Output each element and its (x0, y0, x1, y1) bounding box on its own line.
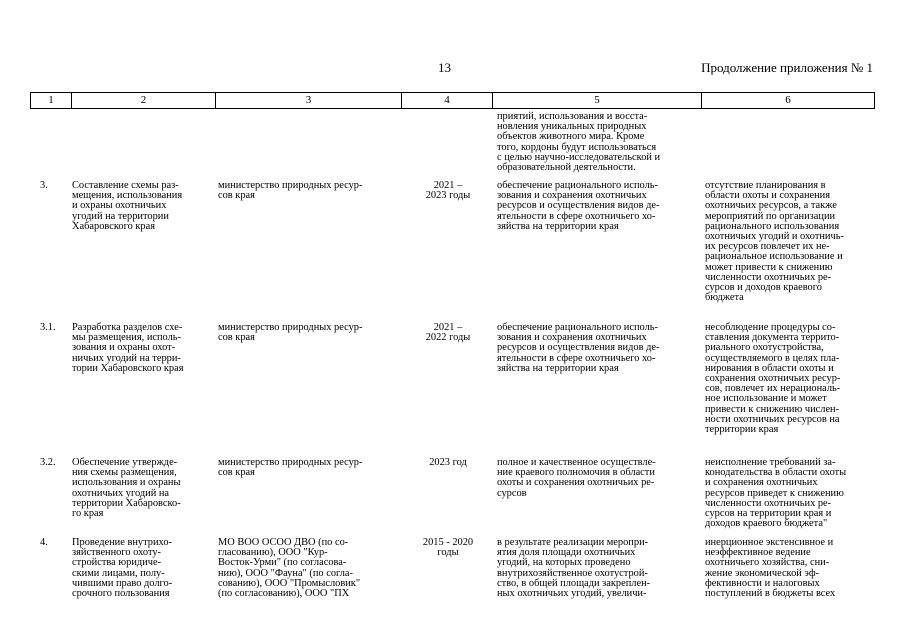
executor: министерство природных ресур- сов края (218, 180, 363, 202)
header-col-6: 6 (701, 93, 874, 108)
expected-result: обеспечение рационального исполь- зования и сохранения охотничьих ресурсов и осуществления видов де- ятельности в сфере охотничьего хо- зяйства на территории края (497, 180, 660, 232)
header-col-4: 4 (401, 93, 492, 108)
continuation-note: Продолжение приложения № 1 (701, 60, 873, 75)
header-col-3: 3 (215, 93, 401, 108)
consequences: отсутствие планирования в области охоты и сохранения охотничьих ресурсов, а также мероприятий по организации рационального использования охотничьих угодий и охотничь- их ресурсов повлечет их не- рациональное использование и может привести к снижению численности охотничьих ре- сурсов и доходов краевого бюджета (705, 180, 844, 304)
consequences: неисполнение требований за- конодательства в области охоты и сохранения охотничьих ресурсов приведет к снижению численности охотничьих ре- сурсов на территории края и доходов краевого бюджета" (705, 457, 847, 530)
row-number: 3.2. (40, 457, 56, 468)
period: 2021 – 2023 годы (425, 180, 471, 202)
row-number: 4. (40, 537, 48, 548)
measure-name: Обеспечение утвержде- ния схемы размещения, использования и охраны охотничьих угодий на территории Хабаровско- го края (72, 457, 181, 520)
executor: МО ВОО ОСОО ДВО (по со- гласованию), ООО "Кур- Восток-Урми" (по согласова- нию), ООО "Фауна" (по согла- сованию), ООО "Промысловик" (по согласованию), ООО "ПХ (218, 537, 361, 600)
carryover-result-text: приятий, использования и восста- новления уникальных природных объектов животного мира. Кроме того, кордоны будут использоваться с целью научно-исследовательской и образовательной деятельности. (497, 111, 661, 174)
consequences: инерционное экстенсивное и неэффективное ведение охотничьего хозяйства, сни- жение экономической эф- фективности и налоговых поступлений в бюджеты всех (705, 537, 836, 600)
measure-name: Проведение внутрихо- зяйственного охоту- стройства юридиче- скими лицами, полу- чившими право долго- срочного пользования (72, 537, 173, 600)
measure-name: Составление схемы раз- мещения, использования и охраны охотничьих угодий на территории Хабаровского края (72, 180, 183, 232)
expected-result: обеспечение рационального исполь- зования и сохранения охотничьих ресурсов и осуществления видов де- ятельности в сфере охотничьего хо- зяйства на территории края (497, 322, 660, 374)
header-col-1: 1 (48, 94, 54, 106)
period: 2015 - 2020 годы (422, 537, 474, 559)
row-number: 3.1. (40, 322, 56, 333)
table-header (30, 92, 875, 109)
executor: министерство природных ресур- сов края (218, 322, 363, 344)
header-col-2: 2 (71, 93, 215, 108)
expected-result: полное и качественное осуществле- ние краевого полномочия в области охоты и сохранения охотничьих ре- сурсов (497, 457, 656, 499)
period: 2021 – 2022 годы (425, 322, 471, 344)
period: 2023 год (429, 457, 467, 468)
row-number: 3. (40, 180, 48, 191)
executor: министерство природных ресур- сов края (218, 457, 363, 479)
measure-name: Разработка разделов схе- мы размещения, исполь- зования и охраны охот- ничьих угодий на терри- тории Хабаровского края (72, 322, 184, 374)
page-number: 13 (438, 60, 451, 75)
expected-result: в результате реализации меропри- ятия доля площади охотничьих угодий, на которых проведено внутрихозяйственное охотустрой- ство, в общей площади закреплен- ных охотничьих угодий, увеличи- (497, 537, 651, 600)
consequences: несоблюдение процедуры со- ставления документа террито- риального охотустройства, осуществляемого в целях пла- нирования в области охоты и сохранения охотничьих ресур- сов, повлечет их нерациональ- ное использование и может привести к снижению числен- ности охотничьих ресурсов на территории края (705, 322, 841, 436)
header-col-5: 5 (492, 93, 701, 108)
